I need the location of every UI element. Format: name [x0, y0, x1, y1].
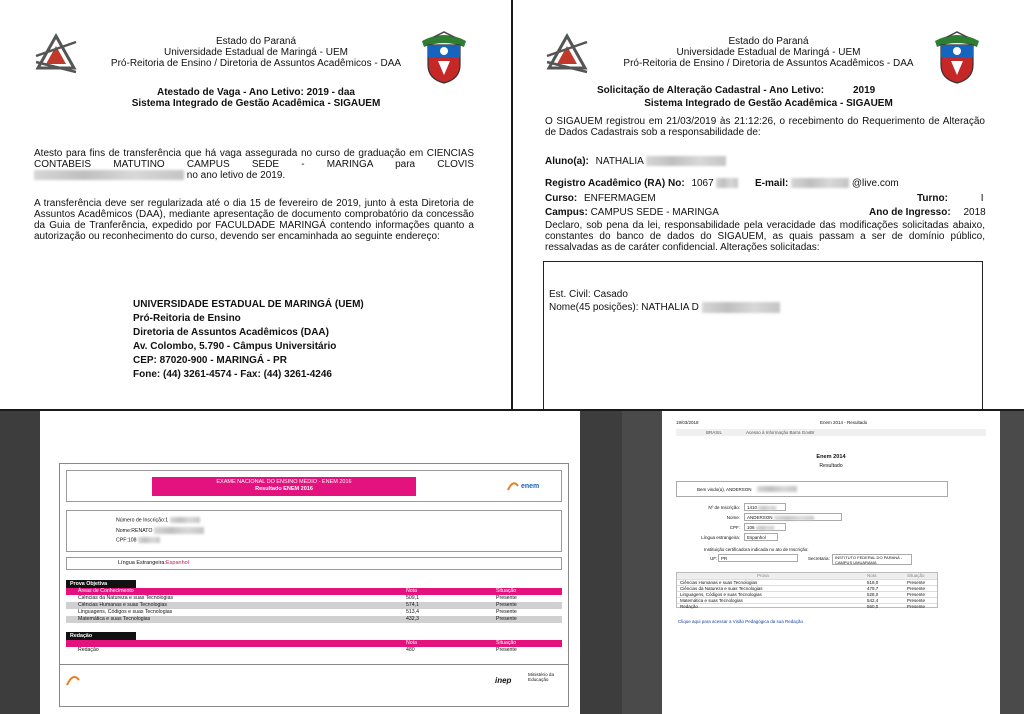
field-label: CPF: [729, 525, 740, 530]
header-state: Estado do Paraná [728, 36, 809, 47]
objective-table-header [66, 588, 562, 595]
row-score: 509,1 [406, 595, 419, 601]
row-area: Linguagens, Códigos e suas Tecnologias [78, 609, 173, 615]
address-block [133, 298, 364, 382]
address-line: UNIVERSIDADE ESTADUAL DE MARINGÁ (UEM) [133, 299, 364, 310]
shift-value: I [980, 193, 984, 204]
row-score: 513,4 [406, 609, 419, 615]
field-label: Nº de Inscrição: [708, 505, 740, 510]
enem-logo [507, 481, 539, 491]
transfer-paragraph: A transferência deve ser regularizada até o dia 15 de fevereiro de 2019, junto à esta Diretoria de Assuntos Acadêmicos (DAA), mediante apresentação de documento comprobatório da concessão da Guia de Tranferência, expedido por FACULDADE MARINGÁ contendo informações quanto a autorização ou reconhecimento do curso, devendo ser encaminhada ao seguinte endereço: [34, 198, 474, 242]
row-score: 574,1 [406, 602, 419, 608]
header-university: Universidade Estadual de Maringá - UEM [164, 47, 348, 58]
redacted-name [154, 527, 204, 534]
redacted-name [34, 170, 184, 180]
declaration-paragraph: Declaro, sob pena da lei, responsabilidade pela veracidade das modificações solicitadas abaixo, constantes do banco de dados do SIGAUEM, as quais passam a ser de domínio público, ressalvadas as de caráter confidencial. Alterações solicitadas: [545, 220, 985, 253]
document-title: Solicitação de Alteração Cadastral - Ano Letivo: [597, 85, 825, 96]
row-area: Redação [78, 647, 99, 653]
document-year: 2019 [853, 85, 876, 96]
row-prova: Matemática e suas Tecnologias [680, 598, 743, 603]
header-situacao: Situação [907, 573, 925, 578]
header-department: Pró-Reitoria de Ensino / Diretoria de Assuntos Acadêmicos - DAA [110, 58, 402, 69]
alteracao-cadastral-document [513, 0, 1024, 410]
email-row [755, 178, 899, 189]
row-status: Presente [496, 647, 517, 653]
table-row [66, 609, 562, 616]
ministry-label: Ministério da Educação [528, 672, 555, 682]
enem-2016-paper [40, 410, 580, 714]
redacted-name [757, 486, 797, 492]
row-prova: Ciências Humanas e suas Tecnologias [680, 580, 758, 585]
atestado-vaga-document [0, 0, 512, 410]
gov-link-access[interactable]: Acesso à Informação Barra GovBr [746, 430, 815, 435]
row-prova: Ciências da Natureza e suas Tecnologias [680, 586, 763, 591]
welcome-box [676, 481, 948, 497]
attestation-paragraph [34, 148, 474, 181]
row-area: Matemática e suas Tecnologias [78, 616, 151, 622]
language-box [66, 557, 562, 570]
row-score: 480 [406, 647, 415, 653]
panel-divider-vertical [511, 0, 513, 410]
redacted-new-name [702, 302, 780, 313]
admission-label: Ano de Ingresso: [869, 207, 951, 218]
header-status: Situação [496, 588, 517, 594]
header-area: Áreas de Conhecimento [78, 588, 134, 594]
header-university: Universidade Estadual de Maringá - UEM [676, 47, 861, 58]
course-label: Curso: [545, 193, 578, 204]
row-nota: 560,0 [867, 604, 879, 609]
exam-banner-subtitle: Resultado ENEM 2016 [255, 486, 313, 492]
redacted-email [791, 178, 849, 188]
campus-label: Campus: [545, 207, 588, 218]
enem-2016-frame [59, 463, 569, 707]
system-name: Sistema Integrado de Gestão Acadêmica - SIGAUEM [131, 98, 381, 109]
address-line: Fone: (44) 3261-4574 - Fax: (44) 3261-4246 [133, 369, 332, 380]
row-nota: 518,0 [867, 580, 879, 585]
exam-banner-title: EXAME NACIONAL DO ENSINO MÉDIO - ENEM 2016 [216, 479, 352, 485]
page-subheading: Resultado [819, 463, 843, 469]
ra-value: 1067 [691, 178, 714, 189]
attestation-year: no ano letivo de 2019. [186, 170, 286, 181]
essay-title: Redação [66, 632, 136, 640]
field-label: Língua estrangeira: [701, 535, 740, 540]
row-situacao: Presente [907, 586, 926, 591]
table-row [66, 616, 562, 623]
row-prova: Linguagens, Códigos e suas Tecnologias [680, 592, 762, 597]
changes-box [543, 261, 983, 410]
language-value: Espanhol [166, 560, 189, 566]
scores-table [676, 572, 938, 608]
shift-label: Turno: [917, 193, 948, 204]
row-status: Presente [496, 609, 517, 615]
gov-link-brasil[interactable]: BRASIL [706, 430, 723, 435]
field-label: Nome: [726, 515, 740, 520]
field-value: 106 [747, 525, 755, 530]
essay-table-header [66, 640, 562, 647]
secretary-field: INSTITUTO FEDERAL DO PARANÁ - CAMPUS UMUARAMA [832, 554, 912, 565]
row-score: 432,3 [406, 616, 419, 622]
row-situacao: Presente [907, 592, 926, 597]
row-nota: 528,0 [867, 592, 879, 597]
name-field [744, 513, 842, 521]
enem-2014-result-page [622, 410, 1024, 714]
registration-row [116, 517, 200, 523]
exam-banner [152, 477, 416, 496]
redacted-cpf [138, 537, 160, 543]
table-row [66, 595, 562, 602]
objective-test-section [66, 580, 562, 630]
system-name: Sistema Integrado de Gestão Acadêmica - SIGAUEM [644, 98, 893, 109]
cpf-label: CPF:108 [116, 537, 137, 544]
header-status: Situação [496, 640, 517, 646]
redacted-value [758, 506, 776, 510]
redacted-registration [170, 517, 200, 523]
registration-intro: O SIGAUEM registrou em 21/03/2019 às 21:12:26, o recebimento do Requerimento de Alteração de Dados Cadastrais sob a responsabilidade de: [545, 116, 985, 138]
footer-divider [60, 664, 568, 665]
ra-row [545, 178, 738, 189]
uf-label: UF: [710, 556, 718, 561]
course-value: ENFERMAGEM [584, 193, 656, 204]
address-line: Pró-Reitoria de Ensino [133, 313, 241, 324]
table-row [677, 603, 937, 609]
row-situacao: Presente [907, 604, 926, 609]
student-name: NATHALIA [595, 156, 644, 167]
address-line: CEP: 87020-900 - MARINGÁ - PR [133, 355, 287, 366]
header-box [66, 470, 562, 502]
change-marital-status: Est. Civil: Casado [549, 289, 628, 300]
student-name-row [545, 156, 726, 167]
admission-year-row [869, 207, 986, 218]
enem-2016-result-page [0, 410, 622, 714]
field-value: 1410 [747, 505, 758, 510]
shift-row [917, 193, 983, 204]
table-row [66, 647, 562, 654]
cpf-row [116, 537, 160, 543]
language-field: Espanhol [744, 533, 778, 541]
header-score: Nota [406, 640, 417, 646]
document-title: Atestado de Vaga - Ano Letivo: 2019 - daa [156, 87, 355, 98]
registration-label: Número de Inscrição:1 [116, 517, 169, 524]
row-status: Presente [496, 595, 517, 601]
redacted-value [756, 526, 774, 530]
objective-test-title: Prova Objetiva [66, 580, 136, 588]
address-line: Av. Colombo, 5.790 - Câmpus Universitário [133, 341, 337, 352]
row-area: Ciências da Natureza e suas Tecnologias [78, 595, 174, 601]
row-status: Presente [496, 616, 517, 622]
row-status: Presente [496, 602, 517, 608]
change-name-row [549, 302, 780, 313]
registration-field [744, 503, 786, 511]
secretary-label: Secretaria: [808, 556, 830, 561]
language-label: Língua Estrangeira: [118, 560, 167, 566]
field-value: ANDERSON [747, 515, 773, 520]
enem-logo-text: enem [520, 482, 540, 490]
row-area: Ciências Humanas e suas Tecnologias [78, 602, 168, 608]
header-nota: Nota [867, 573, 877, 578]
enem-logo-icon [507, 481, 519, 491]
essay-view-link[interactable]: Clique aqui para acessar a Visão Pedagógica da sua Redação. [678, 619, 805, 624]
address-line: Diretoria de Assuntos Acadêmicos (DAA) [133, 327, 329, 338]
student-label: Aluno(a): [545, 156, 589, 167]
header-department: Pró-Reitoria de Ensino / Diretoria de Assuntos Acadêmicos - DAA [623, 58, 914, 69]
browser-title: Enem 2014 - Resultado [820, 420, 868, 425]
essay-section [66, 632, 562, 656]
inep-logo: inep [495, 676, 512, 685]
name-label: Nome:RENATO [116, 527, 153, 534]
header-prova: Prova [757, 573, 769, 578]
redacted-surname [646, 156, 726, 166]
attestation-text: Atesto para fins de transferência que há vaga assegurada no curso de graduação em CIENCIAS CONTABEIS MATUTINO CAMPUS SEDE - MARINGA para CLOVIS [34, 148, 474, 170]
panel-divider-horizontal [0, 409, 1024, 411]
row-prova: Redação [680, 604, 699, 609]
row-nota: 479,7 [867, 586, 879, 591]
enem-footer-logo-icon [66, 674, 80, 686]
row-situacao: Presente [907, 598, 926, 603]
row-nota: 542,4 [867, 598, 879, 603]
print-date: 19/03/2018 [676, 420, 699, 425]
page-heading: Enem 2014 [816, 454, 846, 460]
campus-row [545, 207, 719, 218]
redacted-ra [716, 178, 738, 188]
enem-2014-paper [662, 410, 1000, 714]
row-situacao: Presente [907, 580, 926, 585]
change-name: Nome(45 posições): NATHALIA D [549, 302, 699, 314]
gov-bar [676, 429, 986, 436]
redacted-value [774, 516, 814, 520]
ra-label: Registro Acadêmico (RA) No: [545, 178, 685, 189]
course-row [545, 193, 656, 204]
header-state: Estado do Paraná [215, 36, 297, 47]
campus-value: CAMPUS SEDE - MARINGA [590, 207, 719, 218]
uf-field: PR [718, 554, 798, 562]
name-row [116, 527, 204, 534]
admission-value: 2018 [963, 207, 986, 218]
header-score: Nota [406, 588, 417, 594]
email-label: E-mail: [755, 178, 789, 189]
candidate-box [66, 510, 562, 552]
cpf-field [744, 523, 786, 531]
welcome-text: Bem vindo(a), ANDERSON [697, 487, 752, 492]
institution-label: Instituição certificadora indicada no ato de Inscrição: [704, 547, 809, 552]
table-row [66, 602, 562, 609]
email-domain: @live.com [851, 178, 899, 189]
